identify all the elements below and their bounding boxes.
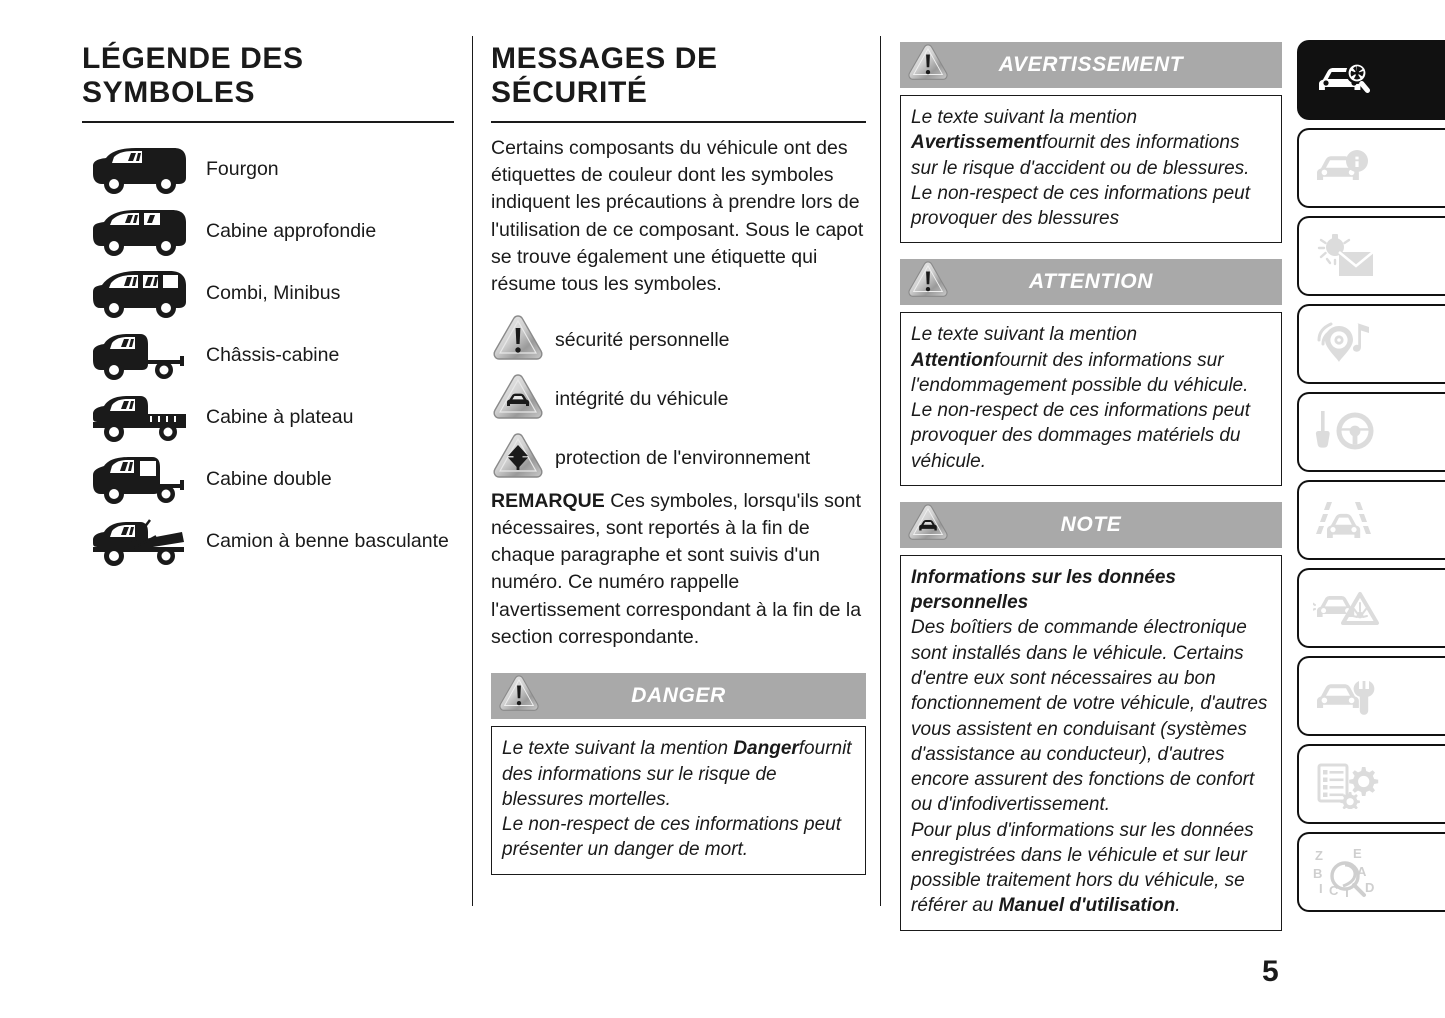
svg-text:Z: Z — [1315, 848, 1323, 863]
attention-line2: Le non-respect de ces informations peut provoquer des dommages matériels du véhicule. — [911, 400, 1251, 472]
attention-banner-title: ATTENTION — [1029, 270, 1153, 294]
legend-item-label: Cabine à plateau — [206, 406, 354, 429]
tab-maintenance-care[interactable] — [1297, 656, 1445, 736]
danger-text-before: Le texte suivant la mention — [502, 738, 734, 760]
attention-banner — [900, 259, 1282, 305]
danger-callout-line2: Le non-respect de ces informations peut présenter un danger de mort. — [502, 814, 842, 861]
tab-navigation-media[interactable] — [1297, 304, 1445, 384]
legend-title: LÉGENDE DES SYMBOLES — [82, 42, 304, 109]
symbol-row-environment — [491, 431, 866, 486]
avertissement-callout-box — [900, 95, 1282, 243]
warning-triangle-exclamation-icon — [497, 674, 541, 719]
note-banner — [900, 502, 1282, 548]
warning-triangle-exclamation-icon — [906, 43, 950, 88]
remark-paragraph — [491, 488, 866, 652]
danger-callout-box — [491, 726, 866, 874]
page-number: 5 — [1262, 955, 1279, 988]
tab-vehicle-overview[interactable] — [1297, 40, 1445, 120]
symbol-label: intégrité du véhicule — [555, 387, 729, 410]
note-p2-bold: Manuel d'utilisation — [998, 895, 1176, 917]
legend-item-van — [82, 139, 454, 201]
attention-text-before: Le texte suivant la mention — [911, 324, 1138, 346]
danger-text-after: fournit des informations sur le risque de blessures mortelles. — [502, 738, 852, 810]
legend-item-chassis-cab — [82, 325, 454, 387]
note-paragraph-2 — [911, 818, 1271, 919]
avertissement-line2: Le non-respect de ces informations peut provoquer des blessures — [911, 182, 1251, 230]
svg-text:D: D — [1365, 880, 1375, 895]
column-divider-1 — [472, 36, 473, 906]
tab-emergency[interactable] — [1297, 568, 1445, 648]
remark-label: REMARQUE — [491, 489, 605, 512]
avertissement-bold-word: Avertissement — [911, 132, 1042, 154]
danger-banner-title: DANGER — [631, 684, 726, 708]
legend-item-label: Châssis-cabine — [206, 344, 340, 367]
tipper-truck-icon — [82, 516, 202, 568]
section-tab-rail — [1297, 40, 1445, 920]
attention-callout-box — [900, 312, 1282, 486]
tab-driver-assistance[interactable] — [1297, 480, 1445, 560]
symbol-label: protection de l'environnement — [555, 446, 811, 469]
lane-assist-icon — [1313, 494, 1381, 546]
svg-text:C: C — [1329, 883, 1339, 898]
avertissement-banner-title: AVERTISSEMENT — [998, 53, 1184, 76]
legend-item-tipper-truck — [82, 511, 454, 573]
flatbed-cab-icon — [82, 392, 202, 444]
legend-item-label: Camion à benne basculante — [206, 530, 449, 553]
legend-item-minibus — [82, 263, 454, 325]
avertissement-text-before: Le texte suivant la mention — [911, 107, 1138, 128]
car-service-wrench-icon — [1313, 671, 1381, 721]
symbol-label: sécurité personnelle — [555, 328, 730, 351]
avertissement-text-after: fournit des informations sur le risque d'accident ou de blessures. — [911, 132, 1250, 179]
crew-cab-van-icon — [82, 206, 202, 258]
note-paragraph-1: Des boîtiers de commande électronique sont installés dans le véhicule. Certains d'entre eux sont nécessaires au bon fonctionnement de votre véhicule, d'autres vous assistent en conduisant (systèmes d'assistance au conducteur), d'autres encore assurent des fonctions de confort ou d'infodivertissement. — [911, 617, 1268, 816]
tab-technical-specs[interactable] — [1297, 744, 1445, 824]
svg-text:I: I — [1319, 881, 1323, 896]
avertissement-banner — [900, 42, 1282, 88]
van-icon — [82, 144, 202, 196]
safety-intro-text: Certains composants du véhicule ont des étiquettes de couleur dont les symboles indiquent les précautions à prendre lors de l'utilisation de ce composant. Sous le capot se trouve également une étiquette qui résume tous les symboles. — [491, 136, 864, 296]
safety-messages-column — [491, 0, 866, 875]
attention-bold-word: Attention — [911, 349, 995, 371]
warning-triangle-exclamation-icon — [906, 260, 950, 305]
tab-climate-comfort[interactable] — [1297, 216, 1445, 296]
climate-mail-icon — [1313, 230, 1381, 282]
double-cab-icon — [82, 454, 202, 506]
symbol-row-vehicle-integrity — [491, 372, 866, 427]
svg-text:E: E — [1353, 846, 1362, 861]
legend-item-flatbed-cab — [82, 387, 454, 449]
minibus-icon — [82, 268, 202, 320]
safety-messages-title: MESSAGES DE SÉCURITÉ — [491, 42, 718, 109]
legend-column — [82, 0, 454, 573]
svg-text:T: T — [1343, 885, 1351, 898]
legend-list — [82, 139, 454, 573]
column-divider-2 — [880, 36, 881, 906]
steering-wheel-key-icon — [1313, 407, 1381, 457]
safety-title-rule — [491, 121, 866, 123]
attention-line1 — [911, 322, 1271, 398]
symbol-row-personal-safety — [491, 313, 866, 368]
attention-text-after: fournit des informations sur l'endommagement possible du véhicule. — [911, 349, 1249, 396]
warning-triangle-exclamation-icon — [491, 313, 549, 368]
legend-title-rule — [82, 121, 454, 123]
note-heading: Informations sur les données personnelles — [911, 566, 1176, 614]
danger-banner — [491, 673, 866, 719]
warning-triangle-car-icon — [906, 502, 950, 547]
svg-text:B: B — [1313, 866, 1323, 881]
warning-triangle-environment-icon — [491, 431, 549, 486]
note-banner-title: NOTE — [1060, 512, 1122, 536]
remark-text: Ces symboles, lorsqu'ils sont nécessaires, sont reportés à la fin de chaque paragraphe et sont suivis d'un numéro. Ce numéro rappelle l'avertissement correspondant à la fin de la section correspondante. — [491, 489, 862, 649]
alphabetical-index-icon — [1313, 846, 1387, 898]
warning-triangle-car-icon — [491, 372, 549, 427]
legend-item-label: Combi, Minibus — [206, 282, 341, 305]
callouts-column — [900, 0, 1282, 931]
legend-item-double-cab — [82, 449, 454, 511]
navigation-media-icon — [1313, 318, 1381, 370]
note-callout-box — [900, 555, 1282, 931]
tab-starting-driving[interactable] — [1297, 392, 1445, 472]
car-info-icon — [1313, 144, 1381, 192]
danger-callout-line1 — [502, 736, 855, 812]
tab-vehicle-info[interactable] — [1297, 128, 1445, 208]
legend-item-label: Fourgon — [206, 158, 279, 181]
specs-gear-icon — [1313, 759, 1381, 809]
note-p2-before: Pour plus d'informations sur les données enregistrées dans le véhicule et sur leur possible traitement hors du véhicule, se référer au — [911, 819, 1254, 917]
car-magnifier-icon — [1313, 56, 1381, 104]
tab-alphabetical-index[interactable] — [1297, 832, 1445, 912]
legend-item-crew-cab-van — [82, 201, 454, 263]
avertissement-line1 — [911, 105, 1271, 181]
legend-item-label: Cabine approfondie — [206, 220, 377, 243]
note-p2-after: . — [1175, 895, 1181, 917]
danger-bold-word: Danger — [733, 738, 799, 760]
svg-text:A: A — [1357, 864, 1367, 879]
legend-item-label: Cabine double — [206, 468, 332, 491]
emergency-warning-icon — [1313, 583, 1385, 633]
chassis-cab-icon — [82, 330, 202, 382]
